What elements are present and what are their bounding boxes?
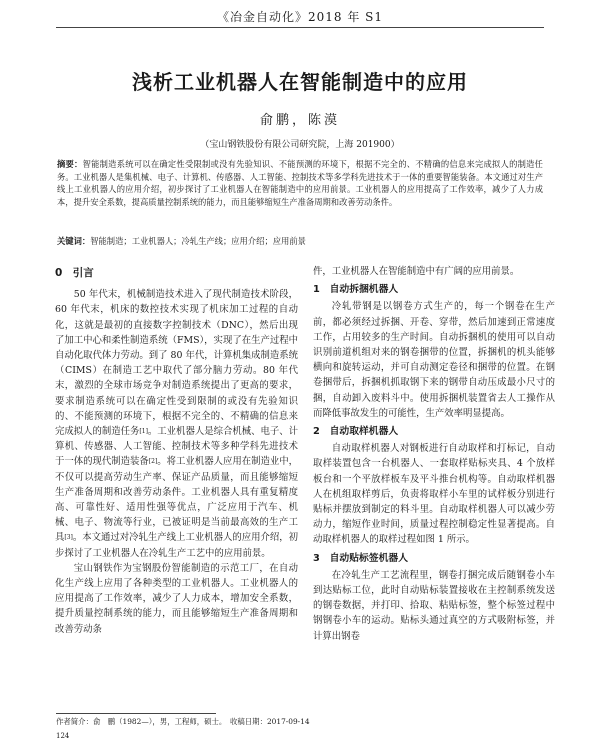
author-footnote: 作者简介：俞 鹏（1982—），男，工程师，硕士。 收稿日期：2017-09-14 [56, 717, 310, 726]
citation-2: [2] [148, 458, 158, 466]
running-header: 《冶金自动化》2018 年 S1 [216, 10, 384, 24]
section-heading-intro: 0 引言 [55, 267, 94, 279]
section-3-paragraph: 在冷轧生产工艺流程里，钢卷打捆完成后随钢卷小车到达贴标工位，此时自动贴标装置接收在主控制系统发送的钢卷数据，并打印、拾取、粘贴标签，整个标签过程中钢钢卷小车的运动。贴标头通过真空的方式吸附标签，并计算出钢卷 [313, 569, 555, 642]
affiliation: （宝山钢铁股份有限公司研究院，上海 201900） [200, 140, 400, 150]
citation-3: [3] [64, 534, 73, 542]
intro-p2c-text: 。本文通过对冷轧生产线上工业机器人的应用介绍，初步探讨了工业机器人在冷轧生产工艺中的应用前景。 [55, 532, 298, 559]
section-2-paragraph: 自动取样机器人对钢板进行自动取样和打标记，自动取样装置包含一台机器人、一套取样贴标夹具、4 个放样板台和一个平放样板车及平斗推台机构等。自动取样机器人在机组取样剪后，负责将取样小车里的试样板分别进行贴标并摆放到制定的料斗里。自动取样机器人可以减少劳动力，缩短作业时间，质量过程控制稳定性显著提高。自动取样机器人的取样过程如图 1 所示。 [313, 443, 555, 546]
section-heading-3: 3 自动贴标签机器人 [313, 552, 408, 564]
intro-p2b-text: 。将工业机器人应用在制造业中，不仅可以提高劳动生产率、保证产品质量，而且能够缩短生产准备周期和改善劳动条件。工业机器人具有重复精度高、可靠性好、适用性强等优点，广泛应用于汽车、机械、电子、物流等行业，已被证明是当前最高效的生产工具 [55, 456, 298, 544]
right-column [313, 264, 555, 644]
keywords-label: 关键词： [57, 236, 91, 246]
section-heading-2: 2 自动取样机器人 [313, 426, 399, 438]
intro-paragraph-3: 宝山钢铁作为宝钢股份智能制造的示范工厂，在自动化生产线上应用了各种类型的工业机器人。工业机器人的应用提高了工作效率，减少了人力成本，增加安全系数，提升质量控制系统的能力，而且能够缩短生产准备周期和改善劳动条 [55, 562, 298, 635]
footnote-rule [56, 713, 216, 714]
continued-paragraph: 件，工业机器人在智能制造中有广阔的应用前景。 [313, 266, 520, 277]
article-title: 浅析工业机器人在智能制造中的应用 [132, 70, 468, 94]
section-1-paragraph: 冷轧带钢是以钢卷方式生产的，每一个钢卷在生产前，都必须经过拆捆、开卷、穿带，然后加速到正常速度工作，占用较多的生产时间。自动拆捆机的使用可以自动识别前道机组对来的钢卷捆带的位置，拆捆机的机头能够横向和旋转运动，并可自动测定卷径和捆带的位置。在钢卷捆带后，拆捆机抓取钢下来的钢带自动压成最小尺寸的捆，自动卸入废料斗中。使用拆捆机装置省去人工操作从而降低事故发生的可能性，生产效率明显提高。 [313, 301, 555, 419]
authors: 俞鹏，陈漠 [259, 113, 340, 128]
intro-p2a-text: 。工业机器人是综合机械、电子、计算机、传感器、人工智能、控制技术等多种学科先进技术于一体的现代制造装备 [55, 426, 298, 468]
keywords-text: 智能制造；工业机器人；冷轧生产线；应用介绍；应用前景 [90, 236, 306, 246]
abstract-text: 智能制造系统可以在确定性受限制或没有先验知识、不能预测的环境下，根据不完全的、不精确的信息来完成拟人的制造任务。工业机器人是集机械、电子、计算机、传感器、人工智能、控制技术等多学科先进技术于一体的重要智能装备。本文通过对生产线上工业机器人的应用介绍，初步探讨了工业机器人在智能制造中的应用前景。工业机器人的应用提高了工作效率，减少了人力成本，提升安全系数，提高质量控制系统的能力，而且能够缩短生产准备周期和改善劳动条件。 [57, 159, 543, 208]
intro-p1-text: 50 年代末，机械制造技术进入了现代制造技术阶段，60 年代末，机床的数控技术实现了机床加工过程的自动化，这就是最初的直接数字控制技术（DNC），然后出现了加工中心和柔性制造系统（FMS），实现了在生产过程中自动化取代体力劳动。到了 80 年代，计算机集成制造系统（CIMS）在制造工艺中取代了部分脑力劳动。80 年代末，激烈的全球市场竞争对制造系统提出了更高的要求，要求制造系统可以在确定性受到限制的或没有先验知识的、不能预测的环境下，根据不完全的、不精确的信息来完成拟人的制造任务 [55, 289, 298, 438]
keywords [57, 235, 543, 247]
section-heading-1: 1 自动拆捆机器人 [313, 284, 399, 296]
abstract-label: 摘要： [57, 159, 83, 169]
left-column [55, 264, 298, 637]
citation-1: [1] [139, 428, 148, 436]
intro-paragraph-1 [55, 287, 298, 561]
header-rule [56, 27, 544, 28]
abstract [57, 158, 543, 209]
page-number: 124 [56, 732, 70, 740]
